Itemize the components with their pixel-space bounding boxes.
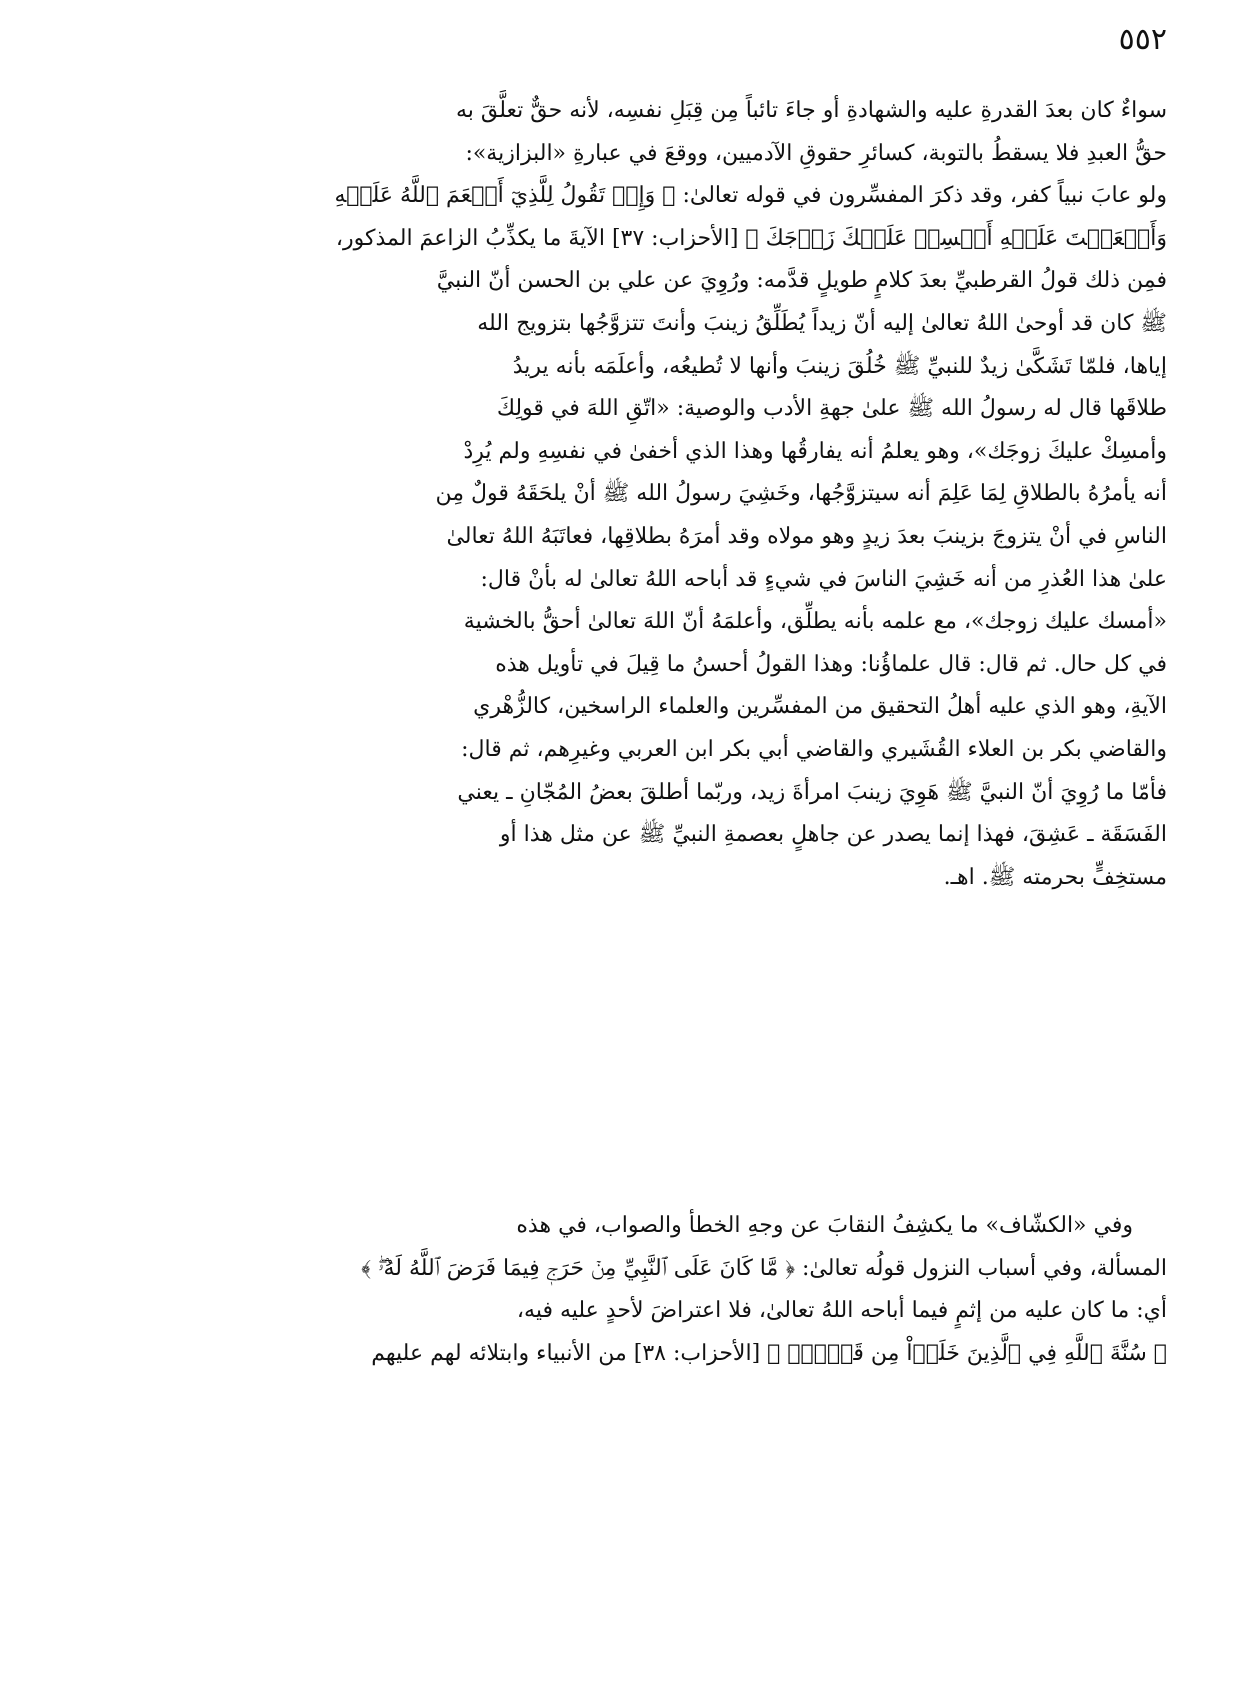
- paragraph-1: [82, 90, 1167, 899]
- text-line: وَأَنۡعَمۡتَ عَلَيۡهِ أَمۡسِكۡ عَلَيۡكَ زَوۡجَكَ ﴾ [الأحزاب: ٣٧] الآيةَ ما يكذِّبُ الزاعمَ المذكور،: [335, 225, 1167, 251]
- text-line: فأمّا ما رُوِيَ أنّ النبيَّ ﷺ هَوِيَ زينبَ امرأةَ زيد، وربّما أطلقَ بعضُ المُجّانِ ـ يعني: [457, 779, 1167, 805]
- text-line: «أمسك عليك زوجك»، مع علمه بأنه يطلِّق، وأعلمَهُ أنّ اللهَ تعالىٰ أحقُّ بالخشية: [463, 609, 1167, 635]
- text-line: أنه يأمرُهُ بالطلاقِ لِمَا عَلِمَ أنه سيتزوَّجُها، وخَشِيَ رسولُ الله ﷺ أنْ يلحَقَهُ قولٌ مِن: [435, 481, 1167, 507]
- text-line: طلاقَها قال له رسولُ الله ﷺ علىٰ جهةِ الأدب والوصية: «اتّقِ اللهَ في قولِكَ: [496, 396, 1167, 422]
- text-line: سواءٌ كان بعدَ القدرةِ عليه والشهادةِ أو جاءَ تائباً مِن قِبَلِ نفسِه، لأنه حقٌّ تعلَّقَ به: [456, 98, 1167, 123]
- text-line: المسألة، وفي أسباب النزول قولُه تعالىٰ: ﴿ مَّا كَانَ عَلَى ٱلنَّبِيِّ مِنۡ حَرَجٖ فِيمَا فَرَضَ ٱللَّهُ لَهُۥۖ ﴾: [361, 1255, 1167, 1281]
- text-line: ولو عابَ نبياً كفر، وقد ذكرَ المفسِّرون في قوله تعالىٰ: ﴿ وَإِذۡ تَقُولُ لِلَّذِيٓ أَنۡعَمَ ٱللَّهُ عَلَيۡهِ: [334, 183, 1167, 209]
- page-number: ٥٥٢: [1118, 22, 1167, 57]
- text-line: مستخِفٍّ بحرمته ﷺ. اهـ.: [943, 864, 1167, 890]
- text-line: في كل حال. ثم قال: قال علماؤُنا: وهذا القولُ أحسنُ ما قِيلَ في تأويل هذه: [495, 651, 1167, 677]
- text-line: علىٰ هذا العُذرِ من أنه خَشِيَ الناسَ في شيءٍ قد أباحه اللهُ تعالىٰ له بأنْ قال:: [480, 566, 1167, 592]
- text-line: فمِن ذلك قولُ القرطبيِّ بعدَ كلامٍ طويلٍ قدَّمه: ورُوِيَ عن علي بن الحسن أنّ النبيَّ: [436, 268, 1167, 294]
- text-line: حقُّ العبدِ فلا يسقطُ بالتوبة، كسائرِ حقوقِ الآدميين، ووقعَ في عبارةِ «البزازية»:: [465, 140, 1167, 166]
- text-line: الآيةِ، وهو الذي عليه أهلُ التحقيق من المفسِّرين والعلماء الراسخين، كالزُّهْري: [473, 694, 1167, 720]
- text-line: أي: ما كان عليه من إثمٍ فيما أباحه اللهُ تعالىٰ، فلا اعتراضَ لأحدٍ عليه فيه،: [516, 1298, 1167, 1324]
- text-line: وأمسِكْ عليكَ زوجَك»، وهو يعلمُ أنه يفارقُها وهذا الذي أخفىٰ في نفسِهِ ولم يُرِدْ: [463, 438, 1167, 464]
- text-line: إياها، فلمّا تَشَكَّىٰ زيدٌ للنبيِّ ﷺ خُلُقَ زينبَ وأنها لا تُطيعُه، وأعلَمَه بأنه يريدُ: [512, 353, 1167, 379]
- text-line: ﷺ كان قد أوحىٰ اللهُ تعالىٰ إليه أنّ زيداً يُطَلِّقُ زينبَ وأنتَ تتزوَّجُها بتزويج الله: [477, 310, 1167, 336]
- text-line: الناسِ في أنْ يتزوجَ بزينبَ بعدَ زيدٍ وهو مولاه وقد أمرَهُ بطلاقِها، فعاتَبَهُ اللهُ تعالىٰ: [446, 523, 1167, 549]
- paragraph-2: [82, 1205, 1167, 1375]
- text-line: ﴿ سُنَّةَ ٱللَّهِ فِي ٱلَّذِينَ خَلَوۡاْ مِن قَبۡلُۚ ﴾ [الأحزاب: ٣٨] من الأنبياء وابتلائه لهم عليهم: [371, 1340, 1167, 1366]
- text-line: الفَسَقَة ـ عَشِقَ، فهذا إنما يصدر عن جاهلٍ بعصمةِ النبيِّ ﷺ عن مثل هذا أو: [499, 822, 1167, 848]
- text-line: وفي «الكشّاف» ما يكشِفُ النقابَ عن وجهِ الخطأ والصواب، في هذه: [516, 1213, 1133, 1238]
- text-line: والقاضي بكر بن العلاء القُشَيري والقاضي أبي بكر ابن العربي وغيرِهم، ثم قال:: [461, 736, 1167, 762]
